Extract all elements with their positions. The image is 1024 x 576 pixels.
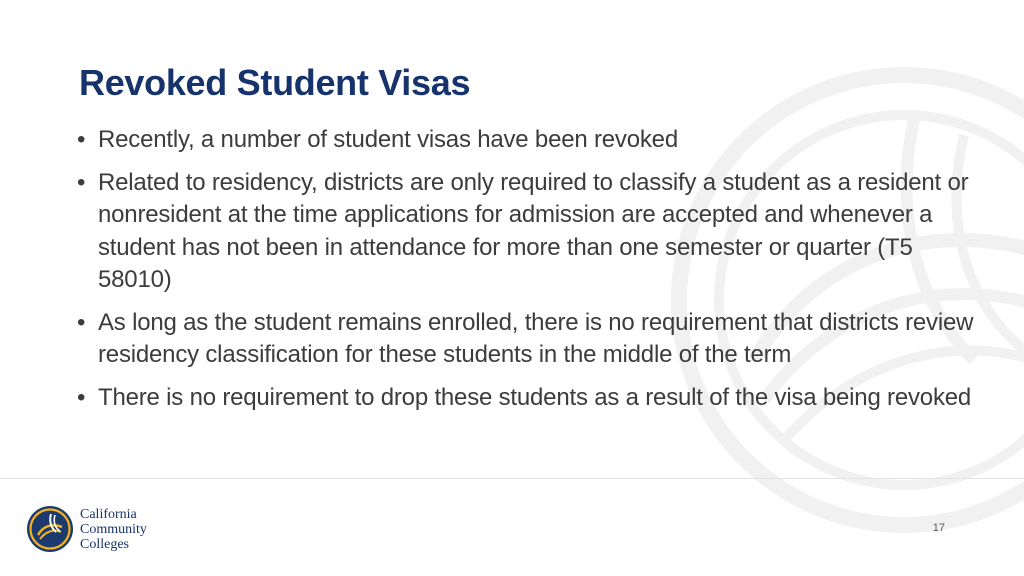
logo-wordmark — [80, 507, 147, 552]
bullet-list — [77, 124, 987, 424]
california-community-colleges-seal-icon — [26, 505, 74, 553]
footer-divider — [0, 478, 1024, 479]
logo-line: Community — [80, 521, 147, 537]
logo-line: California — [80, 506, 137, 522]
slide-title: Revoked Student Visas — [79, 62, 471, 103]
bullet-item: • There is no requirement to drop these students as a result of the visa being revoked — [77, 382, 987, 415]
logo-line: Colleges — [80, 536, 129, 552]
bullet-item: • Related to residency, districts are only required to classify a student as a resident or nonresident at the time applications for admission are accepted and whenever a student has not been in attendance for more than one semester or quarter (T5 58010) — [77, 167, 987, 297]
california-community-colleges-logo — [26, 505, 147, 553]
bullet-item: • Recently, a number of student visas have been revoked — [77, 124, 987, 157]
page-number: 17 — [932, 522, 945, 534]
bullet-item: • As long as the student remains enrolled, there is no requirement that districts review residency classification for these students in the middle of the term — [77, 307, 987, 372]
